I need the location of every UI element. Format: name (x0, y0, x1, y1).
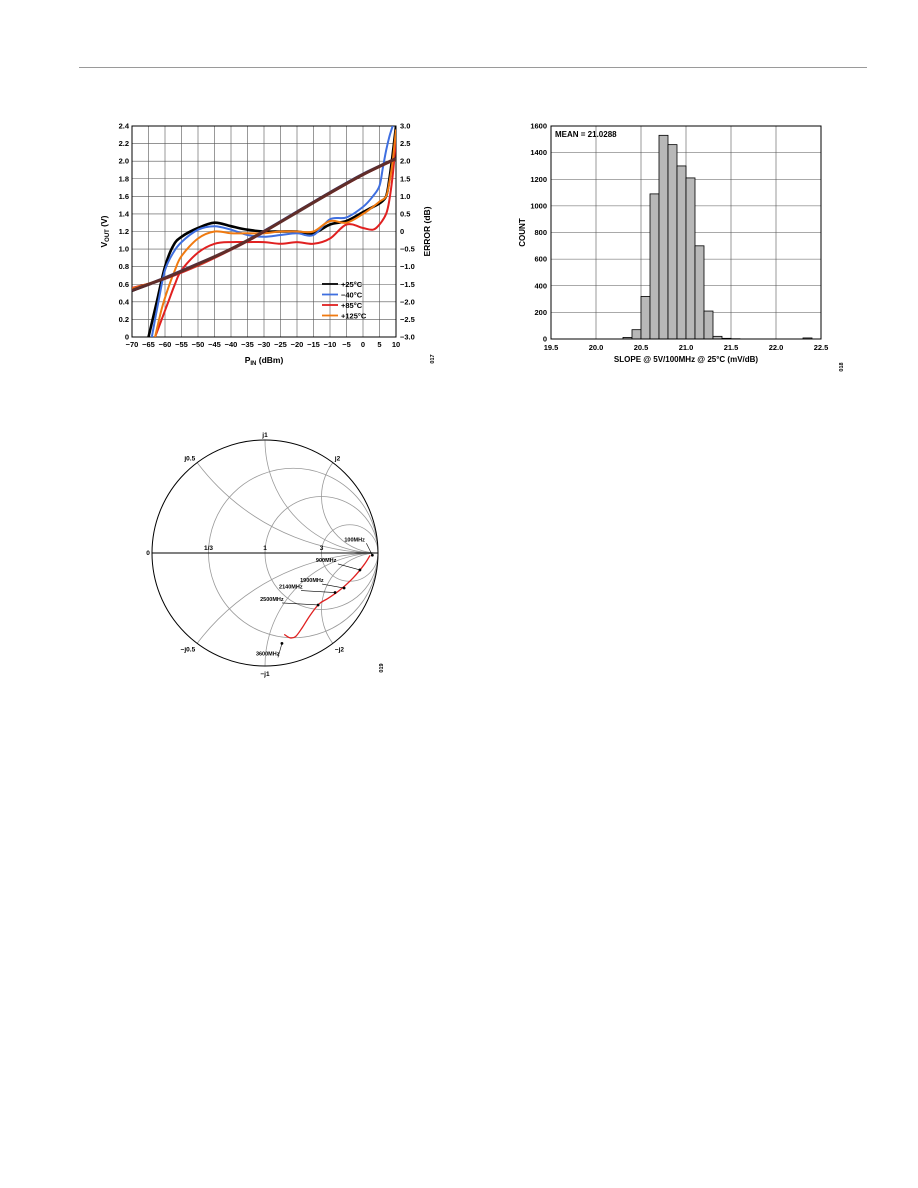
x-tick-label: −25 (274, 340, 287, 349)
y2-tick-label: −3.0 (400, 332, 415, 342)
label-lower-right: −j2 (334, 646, 345, 654)
legend-entry: +125°C (341, 311, 367, 321)
y2-tick-label: −2.5 (400, 314, 415, 324)
x-tick-label: 0 (360, 340, 366, 349)
slope-histogram-chart (515, 112, 850, 380)
marker-label: 1900MHz (300, 578, 324, 585)
label-r-three: 3 (319, 545, 324, 552)
marker-dot (359, 569, 362, 572)
y2-tick-label: 3.0 (400, 121, 411, 131)
x-tick-label: 22.5 (813, 343, 829, 352)
x-axis-label-sub: IN (250, 361, 257, 367)
marker-label: 2140MHz (279, 584, 303, 591)
vout-error-chart (96, 112, 446, 380)
y-tick-label: 1200 (530, 174, 547, 184)
x-tick-label: −5 (342, 340, 351, 349)
y-tick-label: 1600 (530, 121, 547, 131)
reactance-arc (319, 440, 391, 553)
histogram-bar (704, 311, 713, 339)
y2-tick-label: 0.5 (400, 209, 411, 219)
x-tick-label: −45 (208, 340, 221, 349)
y-axis-label-sub: OUT (105, 229, 111, 242)
y2-tick-label: −2.0 (400, 297, 415, 307)
x-tick-label: 21.0 (678, 343, 694, 352)
y-tick-label: 1.4 (118, 209, 129, 219)
chart-title: MEAN = 21.0288 (555, 130, 617, 139)
y-tick-label: 1.0 (118, 244, 129, 254)
histogram-bar (659, 135, 668, 339)
y-tick-label: 2.0 (118, 156, 129, 166)
x-tick-label: −15 (307, 340, 320, 349)
reactance-arc (152, 553, 390, 682)
y-tick-label: 1400 (530, 148, 547, 158)
label-top: j1 (262, 432, 268, 439)
y2-tick-label: 1.5 (400, 174, 411, 184)
y-tick-label: 1.6 (118, 191, 129, 201)
label-upper-right: j2 (334, 455, 341, 463)
figure-id: 017 (430, 354, 436, 364)
marker-dot (281, 642, 284, 645)
label-bottom: −j1 (260, 671, 270, 678)
x-tick-label: 20.5 (633, 343, 649, 352)
x-tick-label: −60 (158, 340, 172, 349)
marker-arrow (301, 591, 335, 593)
x-tick-label: −35 (241, 340, 254, 349)
histogram-bar (650, 194, 659, 339)
reactance-arc (152, 422, 390, 553)
y-tick-label: 800 (534, 228, 547, 237)
marker-dot (334, 591, 337, 594)
y-tick-label: 2.2 (118, 139, 129, 149)
marker-dot (343, 587, 346, 590)
x-axis-label-main: P (244, 355, 251, 365)
x-tick-label: 19.5 (543, 343, 559, 352)
label-upper-left: j0.5 (184, 455, 196, 463)
histogram-bar (677, 166, 686, 339)
label-lower-left: −j0.5 (180, 646, 196, 654)
y2-tick-label: −0.5 (400, 244, 415, 254)
marker-dot (371, 554, 374, 557)
marker-label: 2500MHz (260, 596, 284, 603)
legend-entry: +25°C (341, 279, 363, 289)
y2-axis-label: ERROR (dB) (422, 206, 432, 257)
histogram-bar (695, 246, 704, 339)
histogram-bar (641, 296, 650, 339)
y-axis-label-main: V (99, 241, 109, 248)
y2-tick-label: −1.0 (400, 262, 415, 272)
header-rule (79, 67, 867, 68)
x-tick-label: 21.5 (723, 343, 739, 352)
marker-arrow (322, 584, 344, 588)
x-tick-label: −40 (224, 340, 238, 349)
reactance-arc (322, 553, 391, 666)
figure-id: 019 (379, 663, 385, 673)
y-tick-label: 600 (534, 254, 547, 264)
y-tick-label: 1.2 (118, 227, 129, 236)
x-tick-label: 10 (391, 340, 401, 349)
x-tick-label: −30 (257, 340, 271, 349)
y-axis-label (99, 215, 111, 247)
x-tick-label: −50 (191, 340, 205, 349)
label-zero: 0 (146, 550, 150, 557)
y-tick-label: 400 (534, 281, 547, 291)
marker-label: 3600MHz (255, 651, 280, 658)
marker-label: 900MHz (315, 557, 337, 564)
y-tick-label: 0.4 (118, 297, 129, 307)
x-axis-label-unit: (dBm) (256, 355, 284, 365)
y-tick-label: 0.6 (118, 279, 129, 289)
x-axis-label: SLOPE @ 5V/100MHz @ 25°C (mV/dB) (613, 355, 759, 364)
marker-arrow (282, 603, 318, 605)
x-tick-label: −20 (290, 340, 304, 349)
legend-entry: −40°C (341, 290, 363, 300)
histogram-bar (632, 330, 641, 339)
x-tick-label: −55 (175, 340, 188, 349)
y2-tick-label: 1.0 (400, 191, 411, 201)
y-tick-label: 1000 (530, 201, 547, 211)
y-tick-label: 200 (534, 307, 547, 317)
y2-tick-label: 0 (400, 227, 405, 236)
y-tick-label: 2.4 (118, 121, 129, 131)
marker-label: 100MHz (344, 537, 365, 544)
reactance-arc (265, 553, 390, 682)
y-tick-label: 0.2 (118, 314, 129, 324)
label-r-third: 1/3 (203, 545, 214, 552)
y-axis-label: COUNT (518, 218, 527, 247)
histogram-bar (668, 145, 677, 339)
x-tick-label: 5 (377, 340, 382, 349)
x-tick-label: 20.0 (588, 343, 604, 352)
x-tick-label: −65 (142, 340, 155, 349)
y-tick-label: 0 (542, 334, 547, 344)
y-tick-label: 1.8 (118, 174, 129, 184)
marker-dot (317, 604, 320, 607)
y-axis-label-unit: (V) (99, 215, 109, 230)
x-axis-label (245, 355, 284, 367)
x-tick-label: −10 (323, 340, 337, 349)
y2-tick-label: 2.0 (400, 156, 411, 166)
label-r-one: 1 (263, 545, 267, 552)
smith-chart (140, 422, 390, 682)
figure-id: 018 (839, 362, 845, 372)
legend-entry: +85°C (341, 300, 363, 310)
y2-tick-label: −1.5 (400, 279, 415, 289)
y2-tick-label: 2.5 (400, 139, 411, 149)
x-tick-label: 22.0 (768, 343, 784, 352)
y-tick-label: 0 (124, 332, 129, 342)
histogram-bar (686, 178, 695, 339)
y-tick-label: 0.8 (118, 262, 129, 272)
x-tick-label: −70 (125, 340, 139, 349)
